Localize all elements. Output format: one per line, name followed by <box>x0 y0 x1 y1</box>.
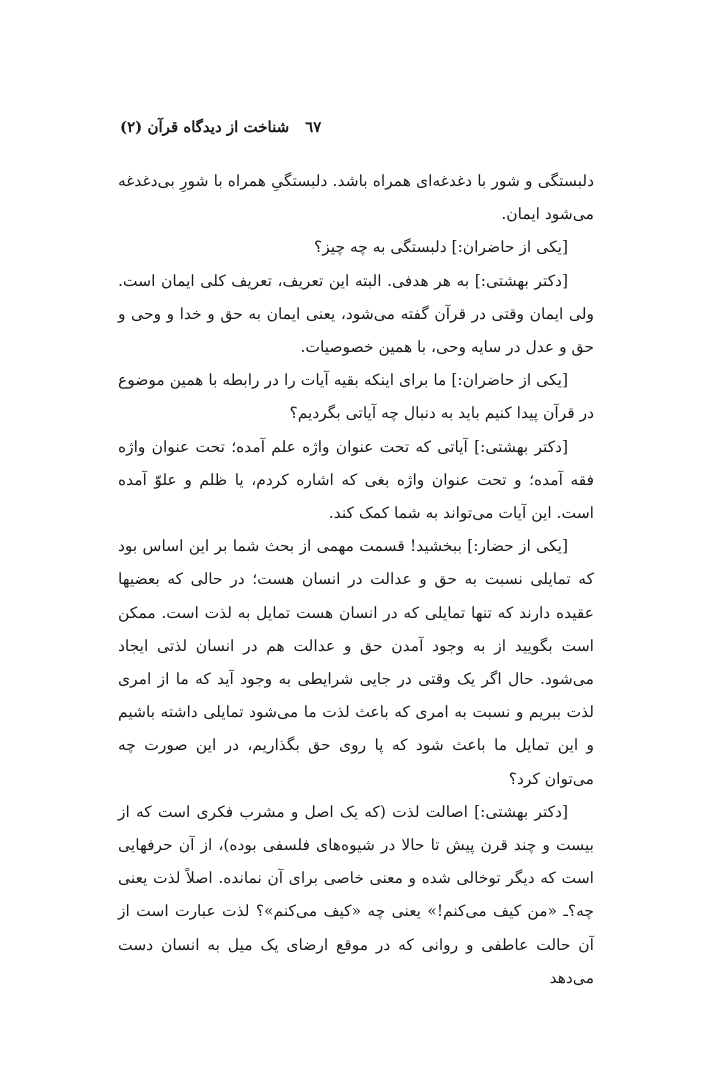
paragraph: [یکی از حاضران:] دلبستگی به چه چیز؟ <box>313 238 568 257</box>
paragraph: [یکی از حضار:] ببخشید! قسمت مهمی از بحث شما بر این اساس بود که تمایلی نسبت به حق و عدالت در انسان هست؛ در حالی که بعضیها عقیده دارند که تنها تمایلی که در انسان هست تمایل به لذت است. ممکن است بگویید از به وجود آمدن حق و عدالت هم در انسان لذتی ایجاد می‌شود. حال اگر یک وقتی در جایی شرایطی به وجود آید که ما از امری لذت ببریم و نسبت به امری که باعث لذت ما می‌شود تمایلی داشته باشیم و این تمایل ما باعث شود که پا روی حق بگذاریم، در این صورت چه می‌توان کرد؟ <box>118 537 594 788</box>
body-text <box>118 165 594 995</box>
paragraph: دلبستگی و شور با دغدغه‌ای همراه باشد. دلبستگیِ همراه با شورِ بی‌دغدغه می‌شود ایمان. <box>118 172 594 224</box>
paragraph: [دکتر بهشتی:] آیاتی که تحت عنوان واژه علم آمده؛ تحت عنوان واژه فقه آمده؛ و تحت عنوان واژه بغی که اشاره کردم، یا ظلم و علوّ آمده است. این آیات می‌تواند به شما کمک کند. <box>118 437 594 523</box>
running-title: شناخت از دیدگاه قرآن (۲) <box>120 118 290 136</box>
paragraph: [دکتر بهشتی:] به هر هدفی. البته این تعریف، تعریف کلی ایمان است. ولی ایمان وقتی در قرآن گفته می‌شود، یعنی ایمان به حق و خدا و وحی و حق و عدل در سایه وحی، با همین خصوصیات. <box>118 271 594 357</box>
running-header <box>120 118 590 136</box>
paragraph: [دکتر بهشتی:] اصالت لذت (که یک اصل و مشرب فکری است که از بیست و چند قرن پیش تا حالا در شیوه‌های فلسفی بوده)، از آن حرفهایی است که دیگر توخالی شده و معنی خاصی برای آن نمانده. اصلاً لذت یعنی چه؟ـ «من کیف می‌کنم!» یعنی چه «کیف می‌کنم»؟ لذت عبارت است از آن حالت عاطفی و روانی که در موقع ارضای یک میل به انسان دست می‌دهد <box>118 802 594 987</box>
page-number: ٦٧ <box>305 118 322 136</box>
paragraph: [یکی از حاضران:] ما برای اینکه بقیه آیات را در رابطه با همین موضوع در قرآن پیدا کنیم باید به دنبال چه آیاتی بگردیم؟ <box>118 371 594 423</box>
